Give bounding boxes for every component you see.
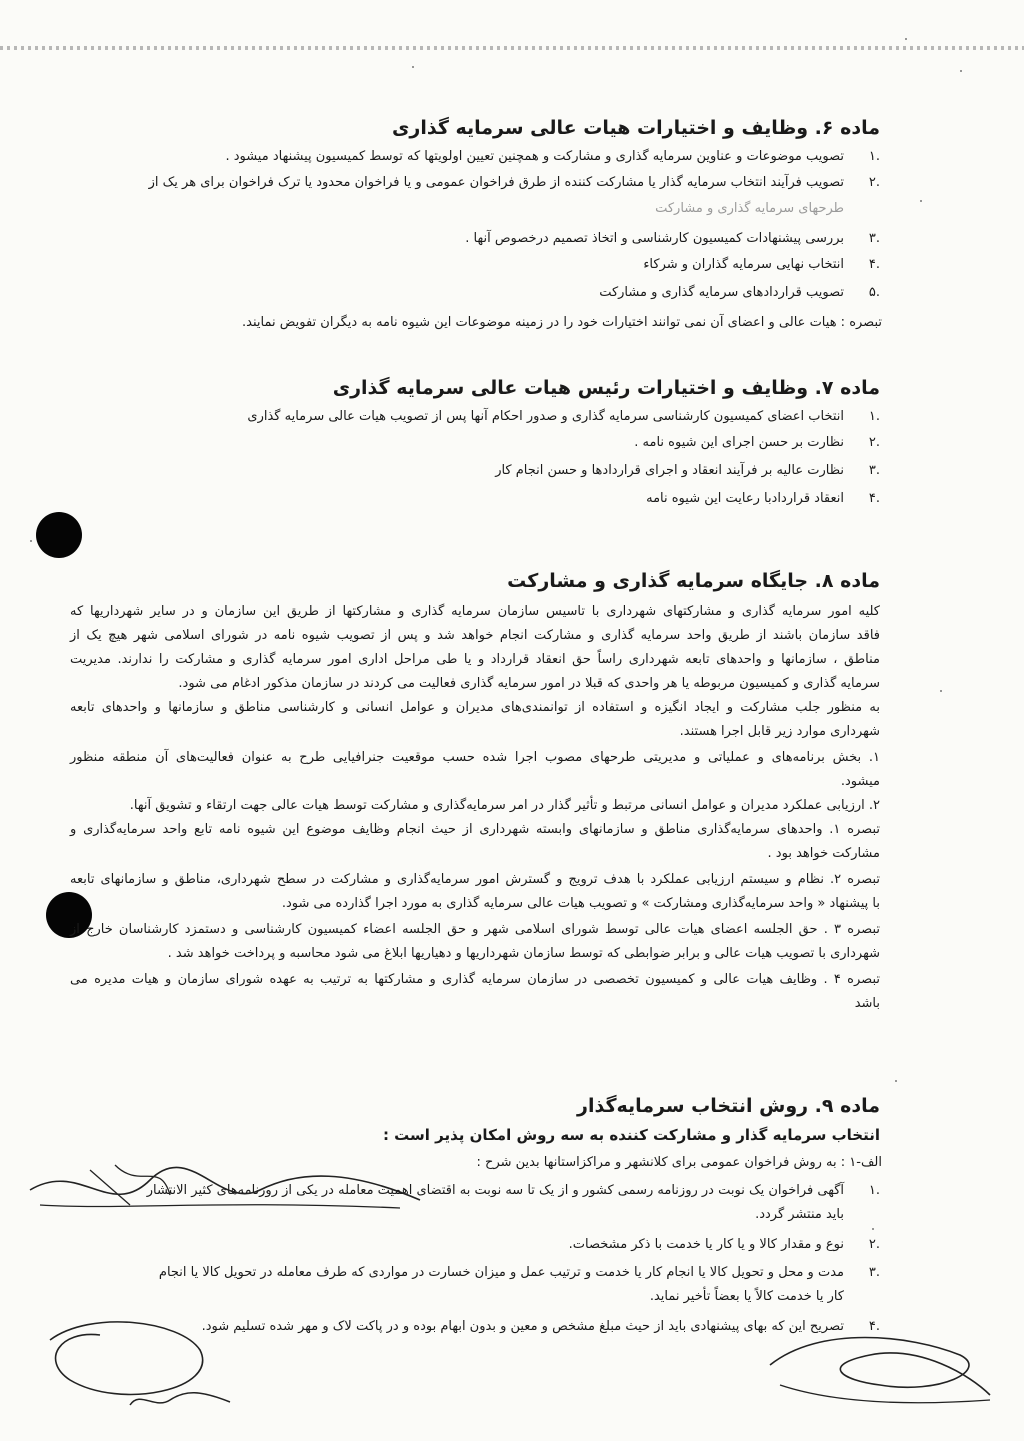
list-item-continuation: طرحهای سرمایه گذاری و مشارکت (655, 201, 844, 216)
paragraph-line: تبصره ۲. نظام و سیستم ارزیابی عملکرد با هدف ترویج و گسترش امور سرمایه‌گذاری و مشارکت در سطح شهرداری، مناطق و سازمانهای تابعه (70, 872, 880, 887)
list-item: .۲نظارت بر حسن اجرای این شیوه نامه . (634, 435, 880, 450)
paragraph-line: میشود. (840, 774, 880, 789)
paragraph-line: سرمایه گذاری و کمیسیون مربوطه یا هر واحدی که قبلا در امور سرمایه گذاری فعالیت می کردند در سازمان مذکور ادغام می شود. (178, 676, 880, 691)
section-note: تبصره : هیات عالی و اعضای آن نمی توانند اختیارات خود را در زمینه موضوعات این شیوه نامه به دیگران تفویض نمایند. (241, 315, 882, 330)
paragraph-line: فاقد سازمان باشند از طریق واحد سرمایه گذاری و مشارکت انجام خواهد شد و پس از تصویب شیوه نامه در شورای اسلامی شهر هیچ یک از (70, 628, 880, 643)
paragraph-line: شهرداری با تصویب هیات عالی و برابر ضوابطی که توسط سازمان شهرداریها و دهیاریها ابلاغ می شود محاسبه و پرداخت خواهد شد . (167, 946, 880, 961)
section-title: ماده ۷. وظایف و اختیارات رئیس هیات عالی سرمایه گذاری (332, 377, 880, 399)
section-title: ماده ۶. وظایف و اختیارات هیات عالی سرمایه گذاری (392, 117, 880, 139)
list-item: .۵تصویب قراردادهای سرمایه گذاری و مشارکت (599, 285, 880, 300)
paragraph-line: تبصره ۳ . حق الجلسه اعضای هیات عالی توسط شورای اسلامی شهر و حق الجلسه اعضاء کمیسیون کارشناسی و دستمزد کارشناسان خارج از (70, 922, 880, 937)
paragraph-line: مناطق ، سازمانها و واحدهای تابعه شهرداری راساً حق انعقاد قرارداد و یا طی مراحل اداری امور سرمایه گذاری و مشارکت را ندارند. مدیریت (70, 652, 880, 667)
scan-artifact-line (0, 46, 1024, 50)
paragraph-line: تبصره ۱. واحدهای سرمایه‌گذاری مناطق و سازمانهای وابسته شهرداری از حیث انجام وظایف موضوع این شیوه نامه تابع واحد سرمایه‌گذاری و (70, 822, 880, 837)
section-title: ماده ۸. جایگاه سرمایه گذاری و مشارکت (507, 570, 880, 592)
signature-scribble (20, 1150, 440, 1230)
list-item-continuation: کار یا خدمت کالاً یا بعضاً تأخیر نماید. (649, 1289, 844, 1304)
paragraph-line: ۱. بخش برنامه‌های و عملیاتی و مدیریتی طرحهای مصوب اجرا شده حسب موقعیت جنرافیایی طرح به عنوان فعالیت‌های آن منطقه منظور (70, 750, 880, 765)
list-item: .۲نوع و مقدار کالا و یا کار یا خدمت با ذکر مشخصات. (568, 1237, 880, 1252)
list-item: .۴انتخاب نهایی سرمایه گذاران و شرکاء (643, 257, 880, 272)
paragraph-line: شهرداری موارد زیر قابل اجرا هستند. (679, 724, 880, 739)
list-item: .۱آگهی فراخوان یک نوبت در روزنامه رسمی کشور و از یک تا سه نوبت به اقتضای اهمیت معامله در یکی از روزنامه‌های کثیر الانتشار (146, 1183, 880, 1198)
list-item: .۳نظارت عالیه بر فرآیند انعقاد و اجرای قراردادها و حسن انجام کار (495, 463, 880, 478)
list-item: .۴انعقاد قراردادبا رعایت این شیوه نامه (646, 491, 880, 506)
paragraph-line: به منظور جلب مشارکت و ایجاد انگیزه و استفاده از توانمندی‌های مدیران و عوامل انسانی و کارشناسی مناطق و سازمانها و واحدهای تابعه (70, 700, 880, 715)
signature-right (760, 1325, 1000, 1415)
paragraph-line: کلیه امور سرمایه گذاری و مشارکتهای شهرداری با تاسیس سازمان سرمایه گذاری و مشارکتها از طریق این سازمان و در سایر شهرداریها که (70, 604, 880, 619)
section-6 (70, 112, 880, 352)
paragraph-line: ۲. ارزیابی عملکرد مدیران و عوامل انسانی مرتبط و تأثیر گذار در امر سرمایه‌گذاری و مشارکت توسط هیات عالی جهت ارتقاء و تشویق آنها. (129, 798, 880, 813)
list-item: .۴تصریح این که بهای پیشنهادی باید از حیث مبلغ مشخص و معین و بدون ابهام بوده و در پاکت لاک و مهر شده تسلیم شود. (201, 1319, 880, 1334)
list-item: .۲تصویب فرآیند انتخاب سرمایه گذار یا مشارکت کننده از طرق فراخوان عمومی و یا فراخوان محدود یا ترک فراخوان برای هر یک از (148, 175, 880, 190)
list-item: .۳بررسی پیشنهادات کمیسیون کارشناسی و اتخاذ تصمیم درخصوص آنها . (465, 231, 880, 246)
paragraph-line: تبصره ۴ . وظایف هیات عالی و کمیسیون تخصصی در سازمان سرمایه گذاری و مشارکتها به ترتیب به عهده شورای سازمان و هیات مدیره می (70, 972, 880, 987)
subheading: الف-۱ : به روش فراخوان عمومی برای کلانشهر و مراکزاستانها بدین شرح : (476, 1155, 882, 1170)
section-8 (70, 565, 880, 1065)
signature-loop (30, 1310, 250, 1420)
list-item: .۱تصویب موضوعات و عناوین سرمایه گذاری و مشارکت و همچنین تعیین اولویتها که توسط کمیسیون پیشنهاد میشود . (225, 149, 880, 164)
section-intro: انتخاب سرمایه گذار و مشارکت کننده به سه روش امکان پذیر است : (382, 1126, 880, 1144)
section-7 (70, 372, 880, 522)
list-item: .۳مدت و محل و تحویل کالا یا انجام کار یا خدمت و ترتیب عمل و میزان خسارت در مواردی که طرف معامله در تحویل کالا یا انجام (158, 1265, 880, 1280)
list-item: .۱انتخاب اعضای کمیسیون کارشناسی سرمایه گذاری و صدور احکام آنها پس از تصویب هیات عالی سرمایه گذاری (247, 409, 880, 424)
list-item-continuation: باید منتشر گردد. (755, 1207, 844, 1222)
paragraph-line: با پیشنهاد « واحد سرمایه‌گذاری ومشارکت » و تصویب هیات عالی سرمایه گذاری به مورد اجرا گذارده می شود. (281, 896, 880, 911)
paragraph-line: باشد (854, 996, 880, 1011)
section-title: ماده ۹. روش انتخاب سرمایه‌گذار (577, 1095, 880, 1117)
paragraph-line: مشارکت خواهد بود . (767, 846, 880, 861)
